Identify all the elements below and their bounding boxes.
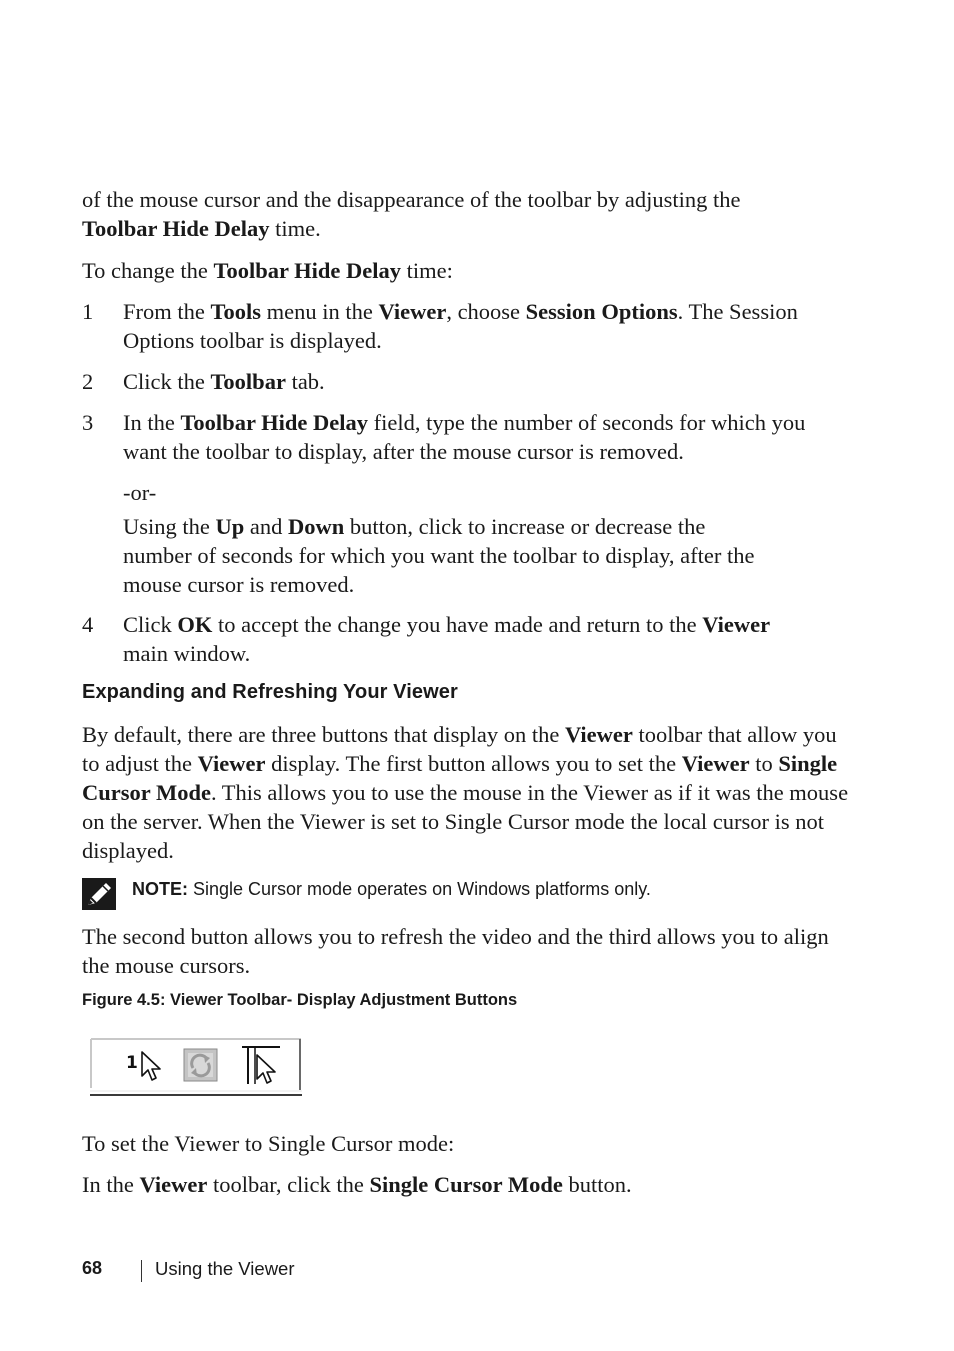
step-text: From the Tools menu in the Viewer, choose Session Options. The Session Options toolbar is displayed. <box>123 299 798 353</box>
align-cursor-icon[interactable] <box>242 1047 280 1084</box>
note-text: NOTE: Single Cursor mode operates on Windows platforms only. <box>132 879 651 899</box>
step-2 <box>82 367 852 396</box>
step-4 <box>82 610 852 668</box>
footer-section-title: Using the Viewer <box>155 1258 295 1279</box>
set-mode-instruction: In the Viewer toolbar, click the Single Cursor Mode button. <box>82 1172 632 1197</box>
single-cursor-mode-term: Single Cursor Mode <box>369 1172 563 1197</box>
svg-text:1: 1 <box>126 1053 138 1073</box>
step-3 <box>82 408 852 466</box>
step-number: 3 <box>82 410 94 435</box>
note-box <box>82 876 862 912</box>
refresh-paragraph: The second button allows you to refresh the video and the third allows you to align the mouse cursors. <box>82 924 829 978</box>
alternative-instruction: Using the Up and Down button, click to increase or decrease the number of seconds for which you want the toolbar to display, after the mouse cursor is removed. <box>123 514 755 597</box>
set-mode-lead: To set the Viewer to Single Cursor mode: <box>82 1131 455 1156</box>
instruction-lead: To change the Toolbar Hide Delay time: <box>82 258 453 283</box>
step-text: Click the Toolbar tab. <box>123 369 325 394</box>
section-paragraph: By default, there are three buttons that display on the Viewer toolbar that allow you to adjust the Viewer display. The first button allows you to set the Viewer to Single Cursor Mode. This allows you to use the mouse in the Viewer as if it was the mouse on the server. When the Viewer is set to Single Cursor mode the local cursor is not displayed. <box>82 722 849 863</box>
pencil-note-icon <box>82 878 116 910</box>
note-label: NOTE: <box>132 879 188 899</box>
intro-paragraph: of the mouse cursor and the disappearance of the toolbar by adjusting the Toolbar Hide Delay time. <box>82 187 741 241</box>
step-text: Click OK to accept the change you have made and return to the Viewer main window. <box>123 612 771 666</box>
footer-divider <box>141 1260 142 1282</box>
or-separator: -or- <box>123 480 157 505</box>
step-1 <box>82 297 852 355</box>
refresh-icon[interactable] <box>184 1049 217 1081</box>
step-text: In the Toolbar Hide Delay field, type the number of seconds for which you want the toolbar to display, after the mouse cursor is removed. <box>123 410 806 464</box>
section-heading: Expanding and Refreshing Your Viewer <box>82 681 458 703</box>
step-number: 1 <box>82 299 94 324</box>
viewer-toolbar-figure <box>90 1038 302 1096</box>
step-number: 2 <box>82 369 94 394</box>
page-number: 68 <box>82 1258 103 1278</box>
figure-caption: Figure 4.5: Viewer Toolbar- Display Adjustment Buttons <box>82 991 518 1009</box>
single-cursor-icon[interactable] <box>126 1052 160 1080</box>
toolbar-image <box>90 1038 302 1096</box>
step-number: 4 <box>82 612 94 637</box>
term-toolbar-hide-delay: Toolbar Hide Delay <box>82 216 270 241</box>
